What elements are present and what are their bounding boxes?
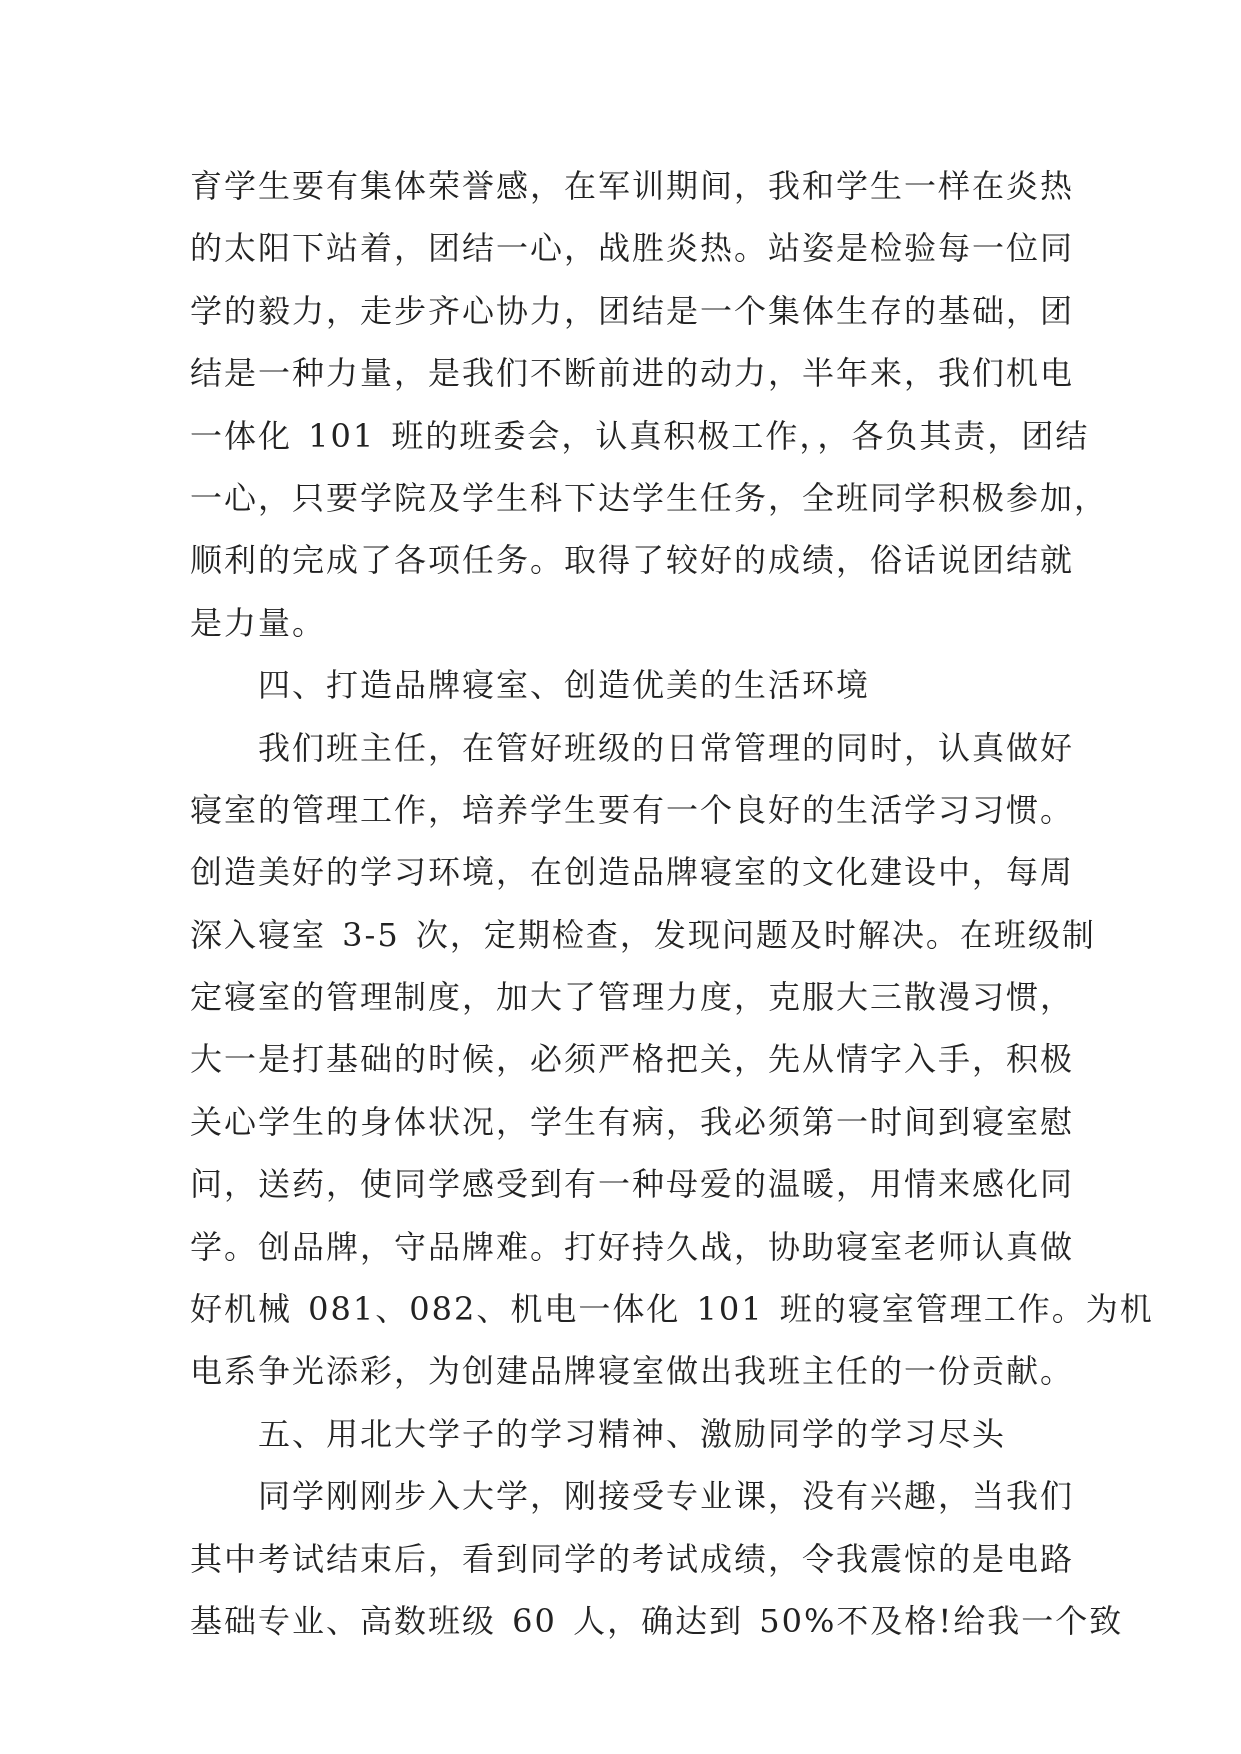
paragraph-line: 基础专业、高数班级 60 人，确达到 50%不及格!给我一个致 <box>190 1601 1124 1640</box>
paragraph-line: 育学生要有集体荣誉感，在军训期间，我和学生一样在炎热 <box>190 167 1075 205</box>
paragraph-line: 深入寝室 3-5 次，定期检查，发现问题及时解决。在班级制 <box>190 915 1096 954</box>
paragraph-line: 创造美好的学习环境，在创造品牌寝室的文化建设中，每周 <box>190 853 1075 892</box>
paragraph-line: 定寝室的管理制度，加大了管理力度，克服大三散漫习惯， <box>190 978 1075 1017</box>
body-text <box>190 155 1154 1652</box>
paragraph-line: 大一是打基础的时候，必须严格把关，先从情字入手，积极 <box>190 1040 1075 1079</box>
section-heading: 四、打造品牌寝室、创造优美的生活环境 <box>258 666 871 705</box>
paragraph-line: 一体化 101 班的班委会，认真积极工作，，各负其责，团结 <box>190 416 1090 455</box>
paragraph-line: 的太阳下站着，团结一心，战胜炎热。站姿是检验每一位同 <box>190 229 1075 268</box>
paragraph-line: 好机械 081、082、机电一体化 101 班的寝室管理工作。为机 <box>190 1290 1154 1329</box>
paragraph-line: 学的毅力，走步齐心协力，团结是一个集体生存的基础，团 <box>190 291 1075 330</box>
paragraph-line: 寝室的管理工作，培养学生要有一个良好的生活学习习惯。 <box>190 790 1075 829</box>
paragraph-line: 其中考试结束后，看到同学的考试成绩，令我震惊的是电路 <box>190 1539 1075 1578</box>
paragraph-line: 学。创品牌，守品牌难。打好持久战，协助寝室老师认真做 <box>190 1227 1075 1266</box>
paragraph-line: 结是一种力量，是我们不断前进的动力，半年来，我们机电 <box>190 354 1075 393</box>
paragraph-line: 顺利的完成了各项任务。取得了较好的成绩，俗话说团结就 <box>190 541 1075 580</box>
section-heading: 五、用北大学子的学习精神、激励同学的学习尽头 <box>258 1414 1007 1453</box>
paragraph-line: 问，送药，使同学感受到有一种母爱的温暖，用情来感化同 <box>190 1165 1075 1204</box>
paragraph-line: 关心学生的身体状况，学生有病，我必须第一时间到寝室慰 <box>190 1102 1075 1141</box>
paragraph-line: 我们班主任，在管好班级的日常管理的同时，认真做好 <box>258 728 1075 767</box>
paragraph-line: 是力量。 <box>190 603 327 642</box>
paragraph-line: 一心，只要学院及学生科下达学生任务，全班同学积极参加， <box>190 478 1109 517</box>
paragraph-line: 电系争光添彩，为创建品牌寝室做出我班主任的一份贡献。 <box>190 1352 1075 1391</box>
paragraph-line: 同学刚刚步入大学，刚接受专业课，没有兴趣，当我们 <box>258 1477 1075 1516</box>
